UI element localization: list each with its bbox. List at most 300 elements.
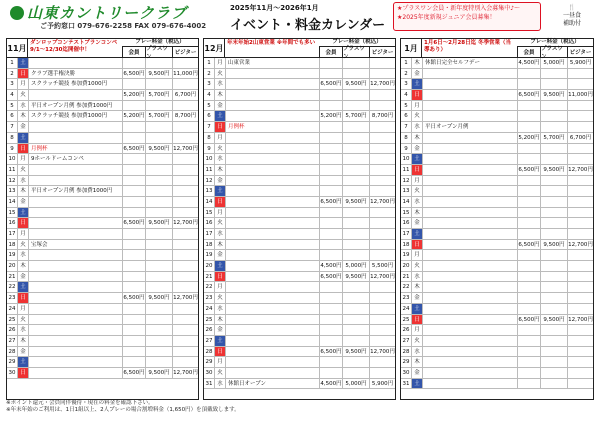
event: [423, 165, 517, 175]
price-cell: 6,500円: [123, 145, 145, 152]
table-row: [401, 218, 593, 229]
weekday: 火: [215, 144, 226, 154]
price-cell: [517, 69, 540, 79]
price-cell: 9,500円: [145, 144, 172, 154]
price-cell: [319, 368, 342, 378]
price-columns-header: [319, 39, 395, 60]
table-row: [204, 218, 395, 229]
table-row: [204, 122, 395, 133]
price-cell: [567, 208, 593, 218]
month-note: 年末年始2山東営業 ※年間でも多い: [227, 40, 316, 46]
price-cell: [369, 58, 395, 68]
weekday: 火: [18, 90, 29, 100]
price-cell: 9,500円: [342, 272, 369, 282]
price-cell: [369, 133, 395, 143]
weekday: 木: [412, 208, 423, 218]
event: [29, 90, 122, 100]
event: [29, 218, 122, 228]
price-cell: [517, 293, 540, 303]
price-cell: [342, 325, 369, 335]
price-header: プレー料金（税込）: [319, 39, 395, 47]
day-number: 2: [7, 69, 18, 79]
day-number: 28: [7, 347, 18, 357]
day-number: 30: [7, 368, 18, 378]
weekday: 火: [18, 165, 29, 175]
event: [226, 240, 319, 250]
table-row: [204, 79, 395, 90]
event: 月例杯: [31, 145, 48, 152]
table-row: [204, 111, 395, 122]
price-cell: [567, 347, 593, 357]
weekday: 金: [412, 218, 423, 228]
event: [423, 69, 517, 79]
day-number: 31: [204, 379, 215, 389]
day-number: 12: [204, 176, 215, 186]
weekday: 土: [18, 282, 29, 292]
table-row: [204, 197, 395, 208]
reservation-info: ご予約窓口 079-676-2258 FAX 079-676-4002: [40, 22, 207, 30]
table-row: [204, 357, 395, 368]
event: [29, 229, 122, 239]
day-number: 29: [401, 357, 412, 367]
table-row: [204, 250, 395, 261]
event: [423, 325, 517, 335]
fork-knife-icon: 🍴: [568, 4, 576, 11]
weekday: 月: [412, 250, 423, 260]
day-number: 28: [204, 347, 215, 357]
price-cell: 6,500円: [320, 198, 342, 205]
price-cell: [319, 90, 342, 100]
logo-text: 山東カントリークラブ: [27, 4, 188, 22]
weekday: 土: [215, 336, 226, 346]
price-cell: [172, 79, 198, 89]
col-label: プラスワン: [145, 47, 172, 57]
day-number: 16: [401, 218, 412, 228]
price-header: プレー料金（税込）: [517, 39, 593, 47]
event: 休館日オープン: [228, 380, 267, 387]
price-cell: [567, 261, 593, 271]
price-cell: [172, 315, 198, 325]
event: [29, 293, 122, 303]
price-cell: [517, 122, 540, 132]
weekday: 木: [412, 133, 423, 143]
price-cell: [145, 325, 172, 335]
price-cell: [540, 197, 567, 207]
price-cell: [145, 336, 172, 346]
event: [423, 357, 517, 367]
price-cell: [172, 176, 198, 186]
table-row: [204, 336, 395, 347]
day-number: 1: [7, 58, 18, 68]
event: [423, 315, 517, 325]
weekday: 月: [215, 208, 226, 218]
weekday: 月: [215, 58, 226, 68]
price-cell: [517, 282, 540, 292]
price-cell: 5,200円: [320, 113, 342, 120]
weekday: 火: [215, 368, 226, 378]
price-cell: [567, 229, 593, 239]
table-row: [204, 154, 395, 165]
table-row: [7, 176, 198, 187]
event: [226, 315, 319, 325]
price-cell: [145, 272, 172, 282]
price-cell: [369, 69, 395, 79]
day-number: 6: [401, 111, 412, 121]
price-cell: [342, 101, 369, 111]
price-cell: [319, 58, 342, 68]
event: [29, 133, 122, 143]
price-cell: 12,700円: [370, 348, 395, 355]
event: [29, 272, 122, 282]
col-label: プラスワン: [342, 47, 369, 57]
price-cell: [540, 347, 567, 357]
day-number: 15: [7, 208, 18, 218]
price-cell: [517, 379, 540, 389]
price-cell: [369, 282, 395, 292]
price-cell: 5,000円: [342, 261, 369, 271]
price-cell: [540, 79, 567, 89]
day-number: 4: [401, 90, 412, 100]
calendar-1: [6, 38, 199, 400]
day-number: 17: [401, 229, 412, 239]
event: [29, 357, 122, 367]
price-cell: [540, 261, 567, 271]
price-cell: [122, 325, 145, 335]
col-label: 会員: [122, 47, 145, 57]
price-cell: [122, 357, 145, 367]
price-cell: 12,700円: [370, 198, 395, 205]
price-cell: 6,500円: [518, 92, 540, 99]
event: [226, 347, 319, 357]
price-cell: [567, 197, 593, 207]
weekday: 月: [412, 325, 423, 335]
table-row: [7, 293, 198, 304]
day-number: 29: [204, 357, 215, 367]
footer-line-2: ※年末年始のご利用は、1日1組以上、2人プレーの場合割増料金（1,650円）を頂戴致します。: [6, 407, 240, 413]
event: [29, 122, 122, 132]
day-number: 6: [7, 111, 18, 121]
event: 宝塚会: [31, 241, 48, 248]
day-number: 30: [204, 368, 215, 378]
price-cell: [319, 315, 342, 325]
price-cell: 6,500円: [123, 295, 145, 302]
weekday: 水: [412, 122, 423, 132]
table-row: [7, 272, 198, 283]
table-row: [401, 79, 593, 90]
table-row: [401, 315, 593, 326]
day-number: 8: [7, 133, 18, 143]
event: 9ホールドームコンペ: [31, 156, 84, 163]
day-number: 23: [401, 293, 412, 303]
price-cell: [540, 186, 567, 196]
weekday: 水: [18, 250, 29, 260]
event: クラブ選手権決勝: [31, 70, 76, 77]
price-cell: [342, 122, 369, 132]
table-row: [7, 186, 198, 197]
price-cell: [122, 176, 145, 186]
day-number: 26: [7, 325, 18, 335]
price-cell: [540, 357, 567, 367]
month-label: 12月: [204, 39, 225, 57]
weekday: 木: [412, 58, 423, 68]
day-number: 2: [204, 69, 215, 79]
legend-sub: 補助付: [562, 20, 581, 27]
price-cell: 4,500円: [518, 60, 540, 66]
price-cell: [172, 101, 198, 111]
day-number: 11: [204, 165, 215, 175]
price-cell: 6,500円: [123, 369, 145, 376]
day-number: 26: [204, 325, 215, 335]
event: [226, 368, 319, 378]
event: [423, 197, 517, 207]
table-row: [7, 368, 198, 379]
weekday: 金: [215, 101, 226, 111]
price-cell: [122, 208, 145, 218]
day-number: 27: [204, 336, 215, 346]
event: [423, 111, 517, 121]
calendar-header: [401, 39, 593, 58]
event: [226, 69, 319, 79]
price-cell: [145, 208, 172, 218]
month-note: ダンロップコンテストプランコンペ 9/1～12/30迄開催中！: [30, 40, 118, 53]
price-cell: [567, 69, 593, 79]
table-row: [401, 250, 593, 261]
event: [226, 208, 319, 218]
event: [423, 304, 517, 314]
weekday: 金: [18, 347, 29, 357]
price-cell: [517, 208, 540, 218]
price-cell: 5,700円: [145, 90, 172, 100]
table-row: [401, 197, 593, 208]
event: [29, 336, 122, 346]
price-cell: [122, 122, 145, 132]
price-cell: 12,700円: [173, 295, 198, 302]
event: [423, 90, 517, 100]
table-row: [204, 272, 395, 283]
weekday: 月: [215, 133, 226, 143]
event: [226, 325, 319, 335]
table-row: [204, 144, 395, 155]
weekday: 日: [18, 218, 29, 228]
price-cell: [319, 133, 342, 143]
table-row: [7, 154, 198, 165]
event: [226, 111, 319, 121]
price-cell: 5,200円: [123, 92, 145, 99]
price-cell: [122, 79, 145, 89]
table-row: [401, 304, 593, 315]
price-cell: [122, 347, 145, 357]
price-cell: 5,900円: [567, 58, 593, 68]
day-number: 18: [401, 240, 412, 250]
price-cell: [517, 144, 540, 154]
header: [0, 0, 600, 36]
price-cell: [122, 165, 145, 175]
price-cell: [540, 368, 567, 378]
price-cell: [369, 304, 395, 314]
event: [226, 272, 319, 282]
table-row: [204, 293, 395, 304]
price-cell: 9,500円: [540, 240, 567, 250]
price-cell: [145, 229, 172, 239]
weekday: 土: [18, 208, 29, 218]
event: スクラッチ競技 参加費1000円: [31, 113, 108, 120]
event: [423, 379, 517, 389]
month-label: 1月: [401, 39, 422, 57]
day-number: 7: [7, 122, 18, 132]
weekday: 金: [18, 272, 29, 282]
table-row: [7, 79, 198, 90]
event: [423, 336, 517, 346]
weekday: 水: [412, 272, 423, 282]
price-cell: [369, 90, 395, 100]
event: [226, 197, 319, 207]
price-cell: [122, 315, 145, 325]
price-cell: [145, 315, 172, 325]
weekday: 水: [18, 176, 29, 186]
price-cell: [342, 154, 369, 164]
price-cell: [540, 154, 567, 164]
price-cell: [122, 229, 145, 239]
event: [226, 133, 319, 143]
day-number: 19: [401, 250, 412, 260]
col-label: ビジター: [567, 47, 593, 57]
table-row: [7, 261, 198, 272]
table-row: [401, 133, 593, 144]
price-cell: 5,000円: [540, 58, 567, 68]
table-row: [401, 357, 593, 368]
weekday: 土: [215, 111, 226, 121]
day-number: 10: [7, 154, 18, 164]
price-cell: 5,500円: [369, 261, 395, 271]
price-cell: [540, 282, 567, 292]
price-cell: [172, 272, 198, 282]
day-number: 20: [7, 261, 18, 271]
weekday: 日: [18, 69, 29, 79]
price-cell: [567, 325, 593, 335]
price-cell: [517, 101, 540, 111]
month-note: 1月6日～2月28日迄 冬季営業（当導あり）: [424, 40, 512, 53]
event: [423, 240, 517, 250]
day-number: 25: [7, 315, 18, 325]
day-number: 15: [401, 208, 412, 218]
weekday: 日: [18, 144, 29, 154]
price-cell: [369, 315, 395, 325]
table-row: [7, 325, 198, 336]
day-number: 10: [204, 154, 215, 164]
day-number: 24: [204, 304, 215, 314]
price-cell: [540, 304, 567, 314]
price-cell: [122, 154, 145, 164]
weekday: 火: [412, 111, 423, 121]
price-cell: [122, 186, 145, 196]
price-cell: [567, 293, 593, 303]
price-cell: [172, 154, 198, 164]
price-cell: 9,500円: [540, 90, 567, 100]
table-row: [7, 304, 198, 315]
table-row: [7, 165, 198, 176]
weekday: 月: [18, 229, 29, 239]
weekday: 木: [412, 357, 423, 367]
event: [423, 208, 517, 218]
weekday: 金: [412, 293, 423, 303]
event: 山東営業: [228, 60, 251, 66]
day-number: 13: [401, 186, 412, 196]
price-cell: [172, 250, 198, 260]
price-cell: [567, 304, 593, 314]
table-row: [401, 208, 593, 219]
table-row: [401, 347, 593, 358]
day-number: 4: [7, 90, 18, 100]
event: 休館日完全セルフデー: [425, 60, 481, 66]
day-number: 16: [7, 218, 18, 228]
price-cell: [567, 111, 593, 121]
price-cell: [567, 379, 593, 389]
price-cell: [342, 133, 369, 143]
event: 平日オープン月例 参加費1000円: [31, 188, 113, 195]
weekday: 木: [215, 315, 226, 325]
weekday: 日: [18, 293, 29, 303]
day-number: 13: [7, 186, 18, 196]
weekday: 水: [18, 325, 29, 335]
price-cell: [517, 357, 540, 367]
price-cell: 6,500円: [123, 70, 145, 77]
table-row: [401, 69, 593, 80]
table-row: [401, 272, 593, 283]
price-cell: 8,700円: [369, 111, 395, 121]
price-cell: [369, 144, 395, 154]
price-cell: 12,700円: [370, 81, 395, 88]
event: [29, 208, 122, 218]
price-cell: [145, 250, 172, 260]
weekday: 金: [412, 144, 423, 154]
event: [226, 90, 319, 100]
table-row: [401, 229, 593, 240]
event: スクラッチ競技 参加費1000円: [31, 81, 108, 88]
price-cell: 9,500円: [145, 293, 172, 303]
price-cell: [172, 304, 198, 314]
price-cell: 5,700円: [145, 111, 172, 121]
weekday: 日: [412, 240, 423, 250]
price-cell: [342, 250, 369, 260]
table-row: [401, 101, 593, 112]
price-cell: [122, 58, 145, 68]
price-cell: [567, 368, 593, 378]
price-cell: [517, 347, 540, 357]
event: [423, 133, 517, 143]
price-cell: 6,500円: [320, 348, 342, 355]
col-label: 会員: [517, 47, 540, 57]
weekday: 木: [215, 240, 226, 250]
day-number: 3: [401, 79, 412, 89]
event: [423, 229, 517, 239]
weekday: 水: [412, 347, 423, 357]
price-cell: [369, 186, 395, 196]
price-columns-header: [122, 39, 198, 60]
table-row: [401, 165, 593, 176]
table-row: [401, 368, 593, 379]
event: [226, 186, 319, 196]
table-row: [204, 69, 395, 80]
promo-line-2: ★2025年度新規ジュニア会員募集！: [397, 14, 496, 21]
day-number: 22: [7, 282, 18, 292]
event: [29, 282, 122, 292]
table-row: [7, 144, 198, 155]
price-cell: [342, 357, 369, 367]
event: [226, 250, 319, 260]
event: [226, 165, 319, 175]
price-cell: [517, 336, 540, 346]
price-cell: [342, 336, 369, 346]
